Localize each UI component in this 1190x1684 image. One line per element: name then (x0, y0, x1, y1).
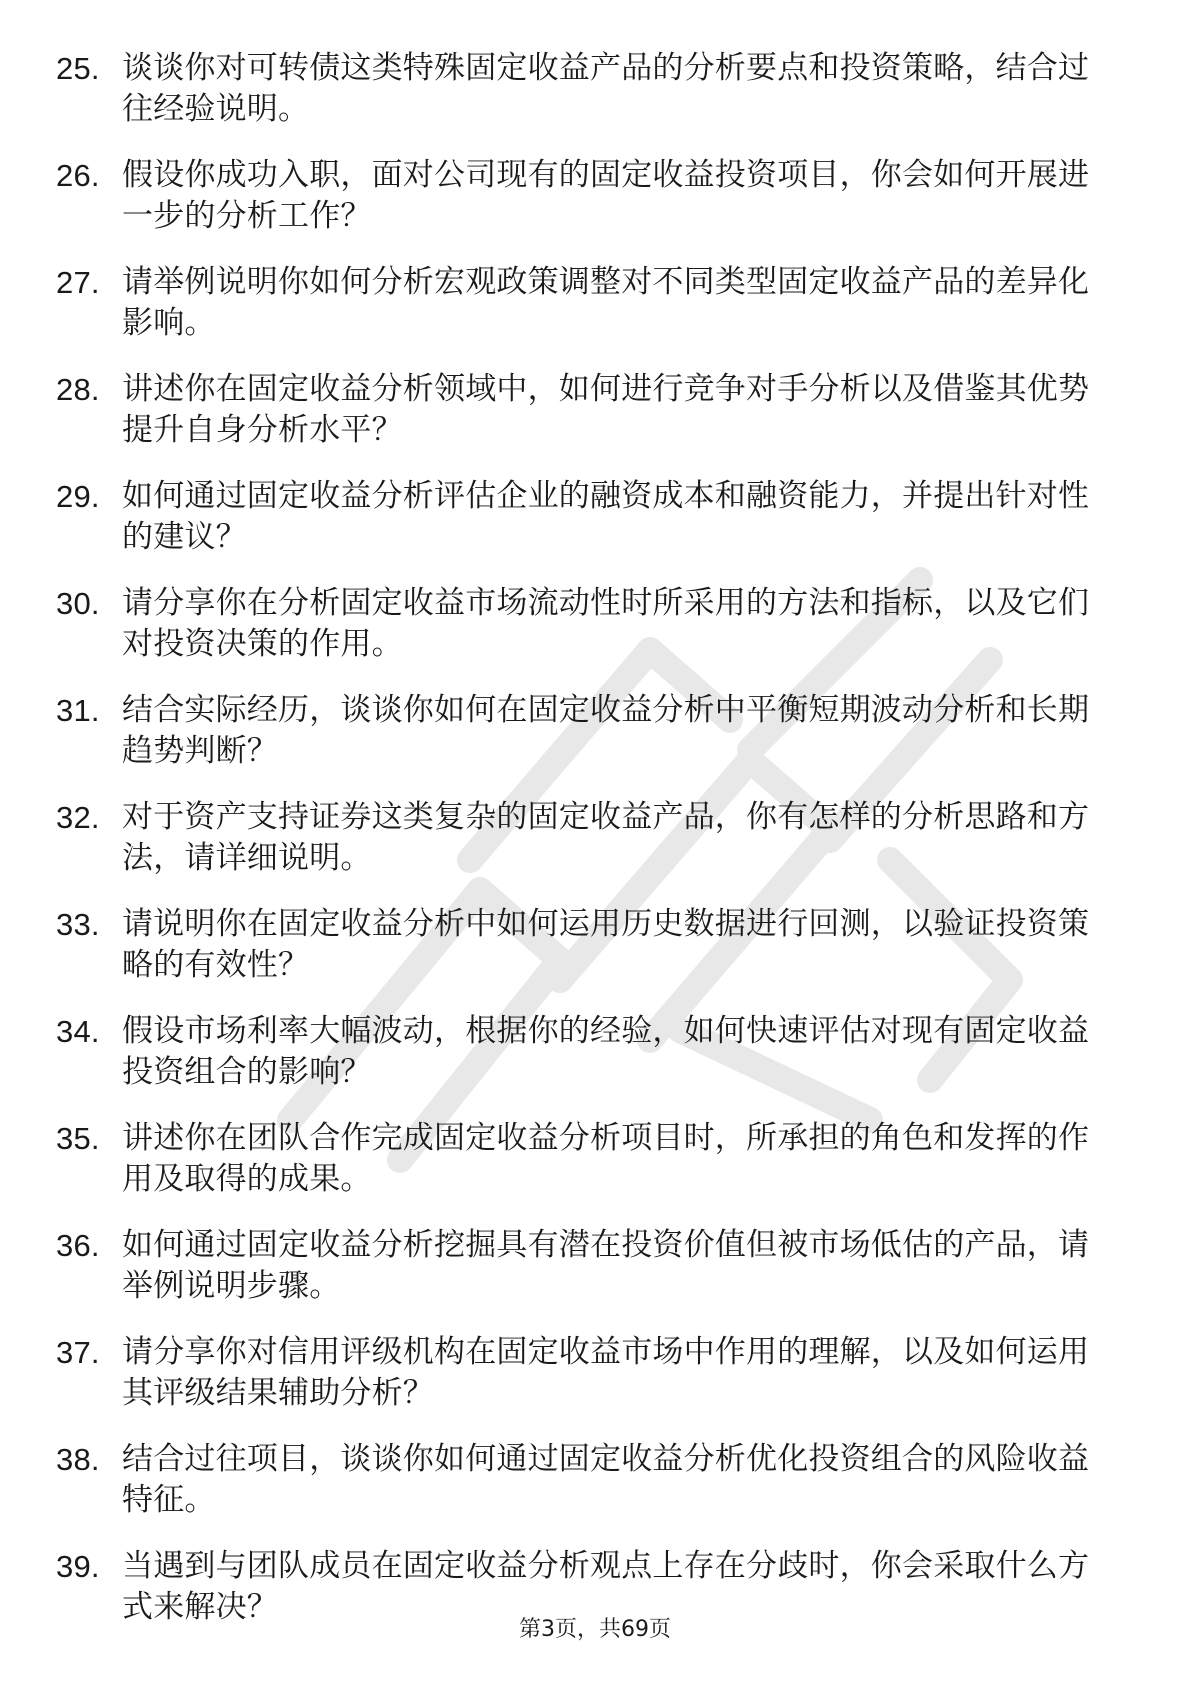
question-item (56, 1225, 1106, 1307)
question-number: 38. (56, 1442, 100, 1477)
question-text: 当遇到与团队成员在固定收益分析观点上存在分歧时，你会采取什么方式来解决？ (122, 1548, 1090, 1625)
question-number: 29. (56, 479, 100, 514)
question-number: 35. (56, 1121, 100, 1156)
question-text: 假设你成功入职，面对公司现有的固定收益投资项目，你会如何开展进一步的分析工作？ (122, 157, 1090, 234)
question-number: 39. (56, 1549, 100, 1584)
question-text: 请分享你在分析固定收益市场流动性时所采用的方法和指标，以及它们对投资决策的作用。 (122, 585, 1090, 662)
question-text: 如何通过固定收益分析评估企业的融资成本和融资能力，并提出针对性的建议？ (122, 478, 1090, 555)
question-number: 26. (56, 158, 100, 193)
question-text: 讲述你在团队合作完成固定收益分析项目时，所承担的角色和发挥的作用及取得的成果。 (122, 1120, 1090, 1197)
question-text: 请举例说明你如何分析宏观政策调整对不同类型固定收益产品的差异化影响。 (122, 264, 1090, 341)
question-number: 31. (56, 693, 100, 728)
question-number: 37. (56, 1335, 100, 1370)
question-text: 如何通过固定收益分析挖掘具有潜在投资价值但被市场低估的产品，请举例说明步骤。 (122, 1227, 1090, 1304)
question-item (56, 690, 1106, 772)
question-item (56, 904, 1106, 986)
page-number-label: 第3页，共69页 (519, 1617, 671, 1642)
question-text: 讲述你在固定收益分析领域中，如何进行竞争对手分析以及借鉴其优势提升自身分析水平？ (122, 371, 1090, 448)
question-number: 27. (56, 265, 100, 300)
question-item (56, 1011, 1106, 1093)
question-item (56, 48, 1106, 130)
question-number: 34. (56, 1014, 100, 1049)
question-text: 请说明你在固定收益分析中如何运用历史数据进行回测，以验证投资策略的有效性？ (122, 906, 1090, 983)
question-number: 36. (56, 1228, 100, 1263)
question-number: 25. (56, 51, 100, 86)
question-item (56, 797, 1106, 879)
question-text: 结合过往项目，谈谈你如何通过固定收益分析优化投资组合的风险收益特征。 (122, 1441, 1090, 1518)
question-number: 30. (56, 586, 100, 621)
question-text: 结合实际经历，谈谈你如何在固定收益分析中平衡短期波动分析和长期趋势判断？ (122, 692, 1090, 769)
question-item (56, 1439, 1106, 1521)
question-number: 32. (56, 800, 100, 835)
question-item (56, 583, 1106, 665)
question-item (56, 155, 1106, 237)
question-text: 对于资产支持证券这类复杂的固定收益产品，你有怎样的分析思路和方法，请详细说明。 (122, 799, 1090, 876)
question-text: 请分享你对信用评级机构在固定收益市场中作用的理解，以及如何运用其评级结果辅助分析？ (122, 1334, 1090, 1411)
question-text: 假设市场利率大幅波动，根据你的经验，如何快速评估对现有固定收益投资组合的影响？ (122, 1013, 1090, 1090)
question-number: 28. (56, 372, 100, 407)
page-footer (0, 1616, 1190, 1644)
question-list (56, 48, 1106, 1653)
question-item (56, 369, 1106, 451)
question-number: 33. (56, 907, 100, 942)
question-item (56, 476, 1106, 558)
question-item (56, 1332, 1106, 1414)
question-item (56, 262, 1106, 344)
question-text: 谈谈你对可转债这类特殊固定收益产品的分析要点和投资策略，结合过往经验说明。 (122, 50, 1090, 127)
question-item (56, 1118, 1106, 1200)
